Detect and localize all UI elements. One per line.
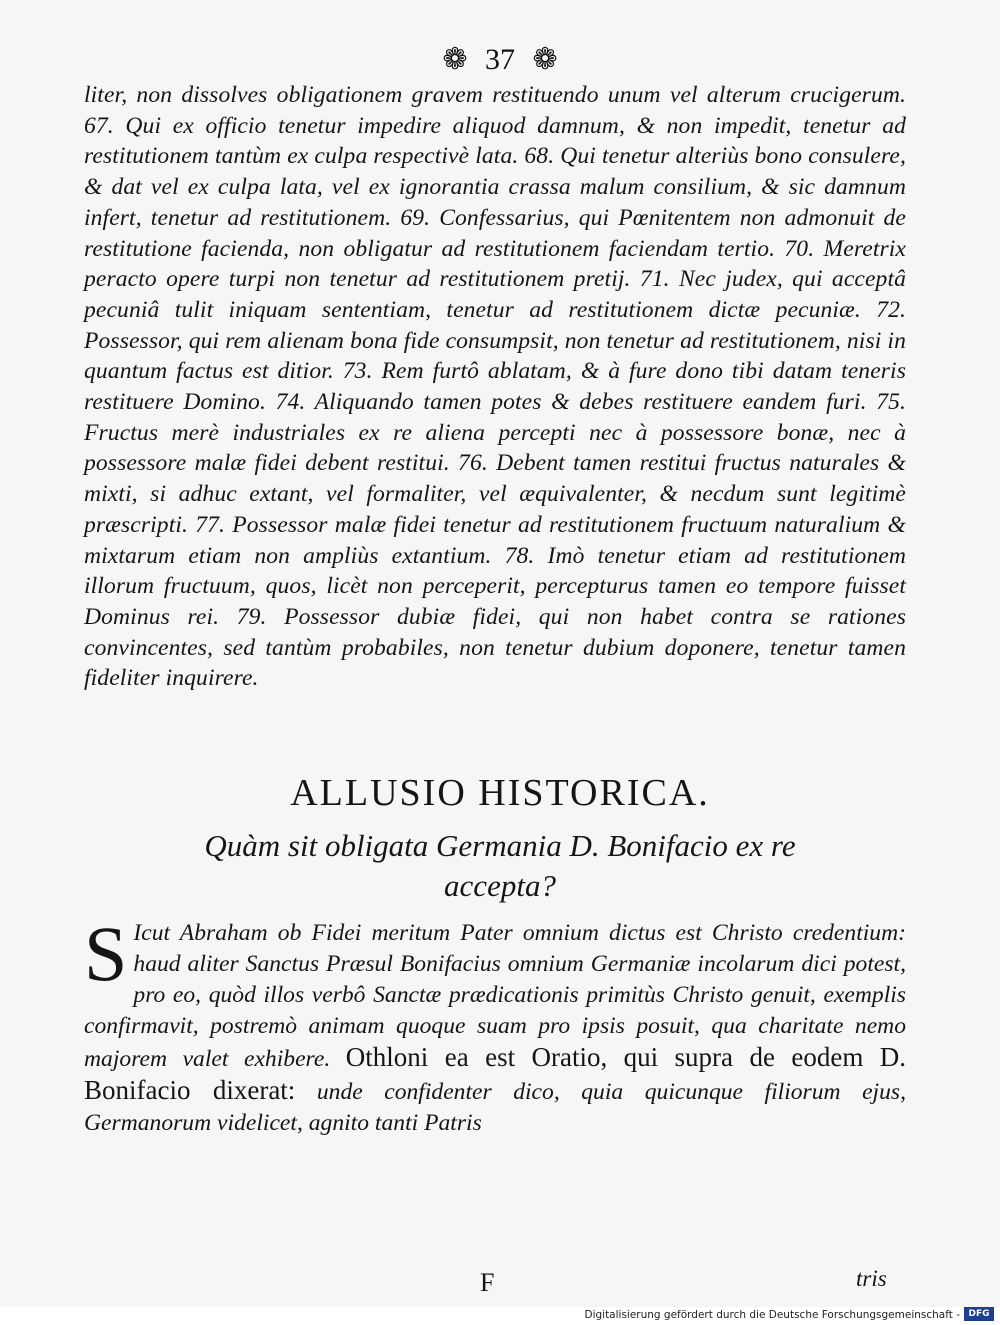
ornament-right-icon: ❁ (532, 43, 558, 76)
paragraph-italic-text: Icut Abraham ob Fidei meritum Pater omnium dictus est Christo credentium: haud aliter Sanctus Præsul Bonifacius omnium Germaniæ incolarum dici potest, pro eo, quòd illos verbô Sanctæ prædicationis primitùs Christo genuit, exemplis confirmavit, postremò animam quoque suam pro ipsis posuit, qua charitate nemo majorem valet exhibere. (84, 920, 906, 1072)
drop-cap: S (84, 910, 128, 997)
footer-credit: Digitalisierung gefördert durch die Deutsche Forschungsgemeinschaft - (584, 1309, 960, 1321)
body-text-top: liter, non dissolves obligationem gravem restituendo unum vel alterum crucigerum. 67. Qui ex officio tenetur impedire aliquod damnum, & non impedit, tenetur ad restitutionem tantùm ex culpa respectivè lata. 68. Qui tenetur alteriùs bono consulere, & dat vel ex culpa lata, vel ex ignorantia crassa malum consilium, & sic damnum infert, tenetur ad restitutionem. 69. Confessarius, qui Pœnitentem non admonuit de restitutione facienda, non obligatur ad restitutionem faciendam tertio. 70. Meretrix peracto opere turpi non tenetur ad restitutionem pretij. 71. Nec judex, qui acceptâ pecuniâ tulit iniquam sententiam, tenetur ad restitutionem dictæ pecuniæ. 72. Possessor, qui rem alienam bona fide consumpsit, non tenetur ad restitutionem, nisi in quantum factus est ditior. 73. Rem furtô ablatam, & à fure dono tibi datam teneris restituere Domino. 74. Aliquando tamen potes & debes restituere eandem furi. 75. Fructus merè industriales ex re aliena percepti nec à possessore bonæ, nec à possessore malæ fidei debent restitui. 76. Debent tamen restitui fructus naturales & mixti, si adhuc extant, vel formaliter, vel æquivalenter, & necdum sunt legitimè præscripti. 77. Possessor malæ fidei tenetur ad restitutionem fructuum naturalium & mixtarum etiam non ampliùs extantium. 78. Imò tenetur etiam ad restitutionem illorum fructuum, quos, licèt non perceperit, percepturus tamen eo tempore fuisset Dominus rei. 79. Possessor dubiæ fidei, qui non habet contra se rationes convincentes, sed tantùm probabiles, non tenetur dubium doponere, tenetur tamen fideliter inquirere. (84, 82, 906, 692)
ornament-left-icon: ❁ (442, 43, 468, 76)
paragraph-italic-end: unde confidenter dico, quia quicunque filiorum ejus, Germanorum videlicet, agnito tanti Patris (84, 1079, 906, 1136)
section-title: ALLUSIO HISTORICA. (290, 772, 710, 814)
dfg-logo-icon: DFG (964, 1307, 994, 1321)
paragraph-roman-text: Othloni ea est Oratio, qui supra de eodem D. Bonifacio dixerat: (84, 1042, 906, 1105)
signature-mark: F (480, 1268, 495, 1297)
page-number: 37 (485, 43, 515, 76)
historical-paragraph (84, 910, 906, 1139)
page-header (0, 40, 1000, 80)
section-subtitle: Quàm sit obligata Germania D. Bonifacio ex re accepta? (204, 828, 796, 903)
catchword: tris (856, 1266, 887, 1291)
